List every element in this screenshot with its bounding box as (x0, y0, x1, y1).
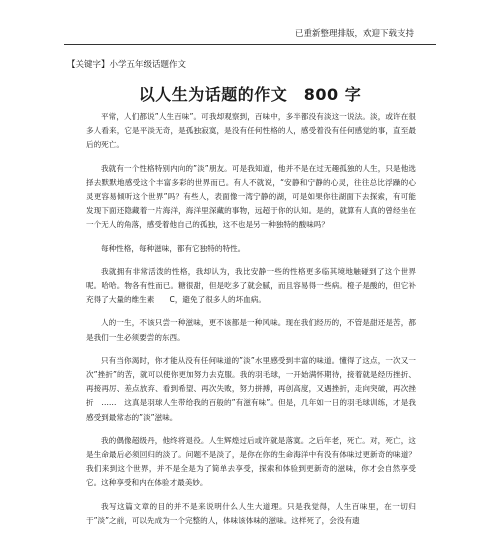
paragraph-8: 我写这篇文章的目的并不是来说明什么人生大道理。只是我觉得，人生百味里，在一切归于”淡”之前，可以先成为一个完整的人，体味该体味的滋味。这样死了，会没有遗 (86, 501, 416, 525)
paragraph-5: 人的一生，不该只尝一种滋味，更不该都是一种风味。现在我们经历的，不管是甜还是苦，都是我们一生必须要尝的东西。 (86, 318, 416, 342)
paragraph-6: 只有当你渴时，你才能从没有任何味道的”淡”水里感受到丰富的味道。懂得了这点，一次又一次”挫折”的苦，就可以使你更加努力去克服。我的羽毛球，一开始满怀期待，接着就是经历挫折、再接再厉、差点放弃、看到希望、再次失败，努力拼搏，再创高度，又遇挫折，走向突破，再次挫折 …… 这真是羽球人生带给我的百般的”有滋有味”。但是，几年如一日的羽毛球训练，才是我感受到最常态的”淡”滋味。 (86, 355, 416, 422)
header-divider (64, 44, 436, 45)
paragraph-4: 我就拥有非常活泼的性格，我却认为，我比安静一些的性格更多临其境地触碰到了这个世界呢。哈哈。物各有性而已。糖很甜，但是吃多了就会腻，而且容易得一些病。橙子是酸的，但它补充得了大量的维生素 C，避免了很多人的坏血病。 (86, 266, 416, 305)
header-note: 已重新整理排版，欢迎下载支持 (294, 29, 414, 39)
keyword-line: 【关键字】小学五年级话题作文 (67, 60, 187, 70)
paragraph-3: 每种性格，每种滋味，都有它独特的特性。 (101, 243, 246, 253)
paragraph-7: 我的偶像超级丹，他终将退役。人生辉煌过后或许就是落寞。之后年老，死亡。对，死亡，这是生命最后必须回归的淡了。问题不是淡了，是你在你的生命海洋中有没有体味过更新奇的味道？我们来到这个世界，并不是全是为了简单去享受，探索和体验到更新奇的滋味，你才会自然享受它。这种享受和内在体验才最美妙。 (86, 435, 416, 488)
article-body (86, 110, 416, 537)
paragraph-2: 我就有一个性格特别内向的”淡”朋友。可是我知道，他并不是在过无趣孤独的人生，只是他选择去默默地感受这个丰富多彩的世界而已。有人不就说，“安静和宁静的心灵，往往总比浮躁的心灵更容易倾听这个世界”吗？有些人，表面像一湾宁静的湖，可是如果你往湖面下去探索，有可能发现下面还隐藏着一片海洋，海洋里深藏的事物，远超于你的认知。是的，就算有人真的曾经坐在一个无人的角落，感受着他自己的孤独，这不也是另一种独特的酸味吗？ (86, 163, 416, 230)
page-title: 以人生为话题的作文 800 字 (138, 85, 362, 104)
paragraph-1: 平常，人们都说”人生百味”。可我却观察到，百味中，多半都没有淡这一说法。淡，或许在很多人看来，它是平淡无奇，是孤独寂寞，是没有任何性格的人，感受着没有任何感觉的事，直至最后的死亡。 (86, 112, 416, 150)
